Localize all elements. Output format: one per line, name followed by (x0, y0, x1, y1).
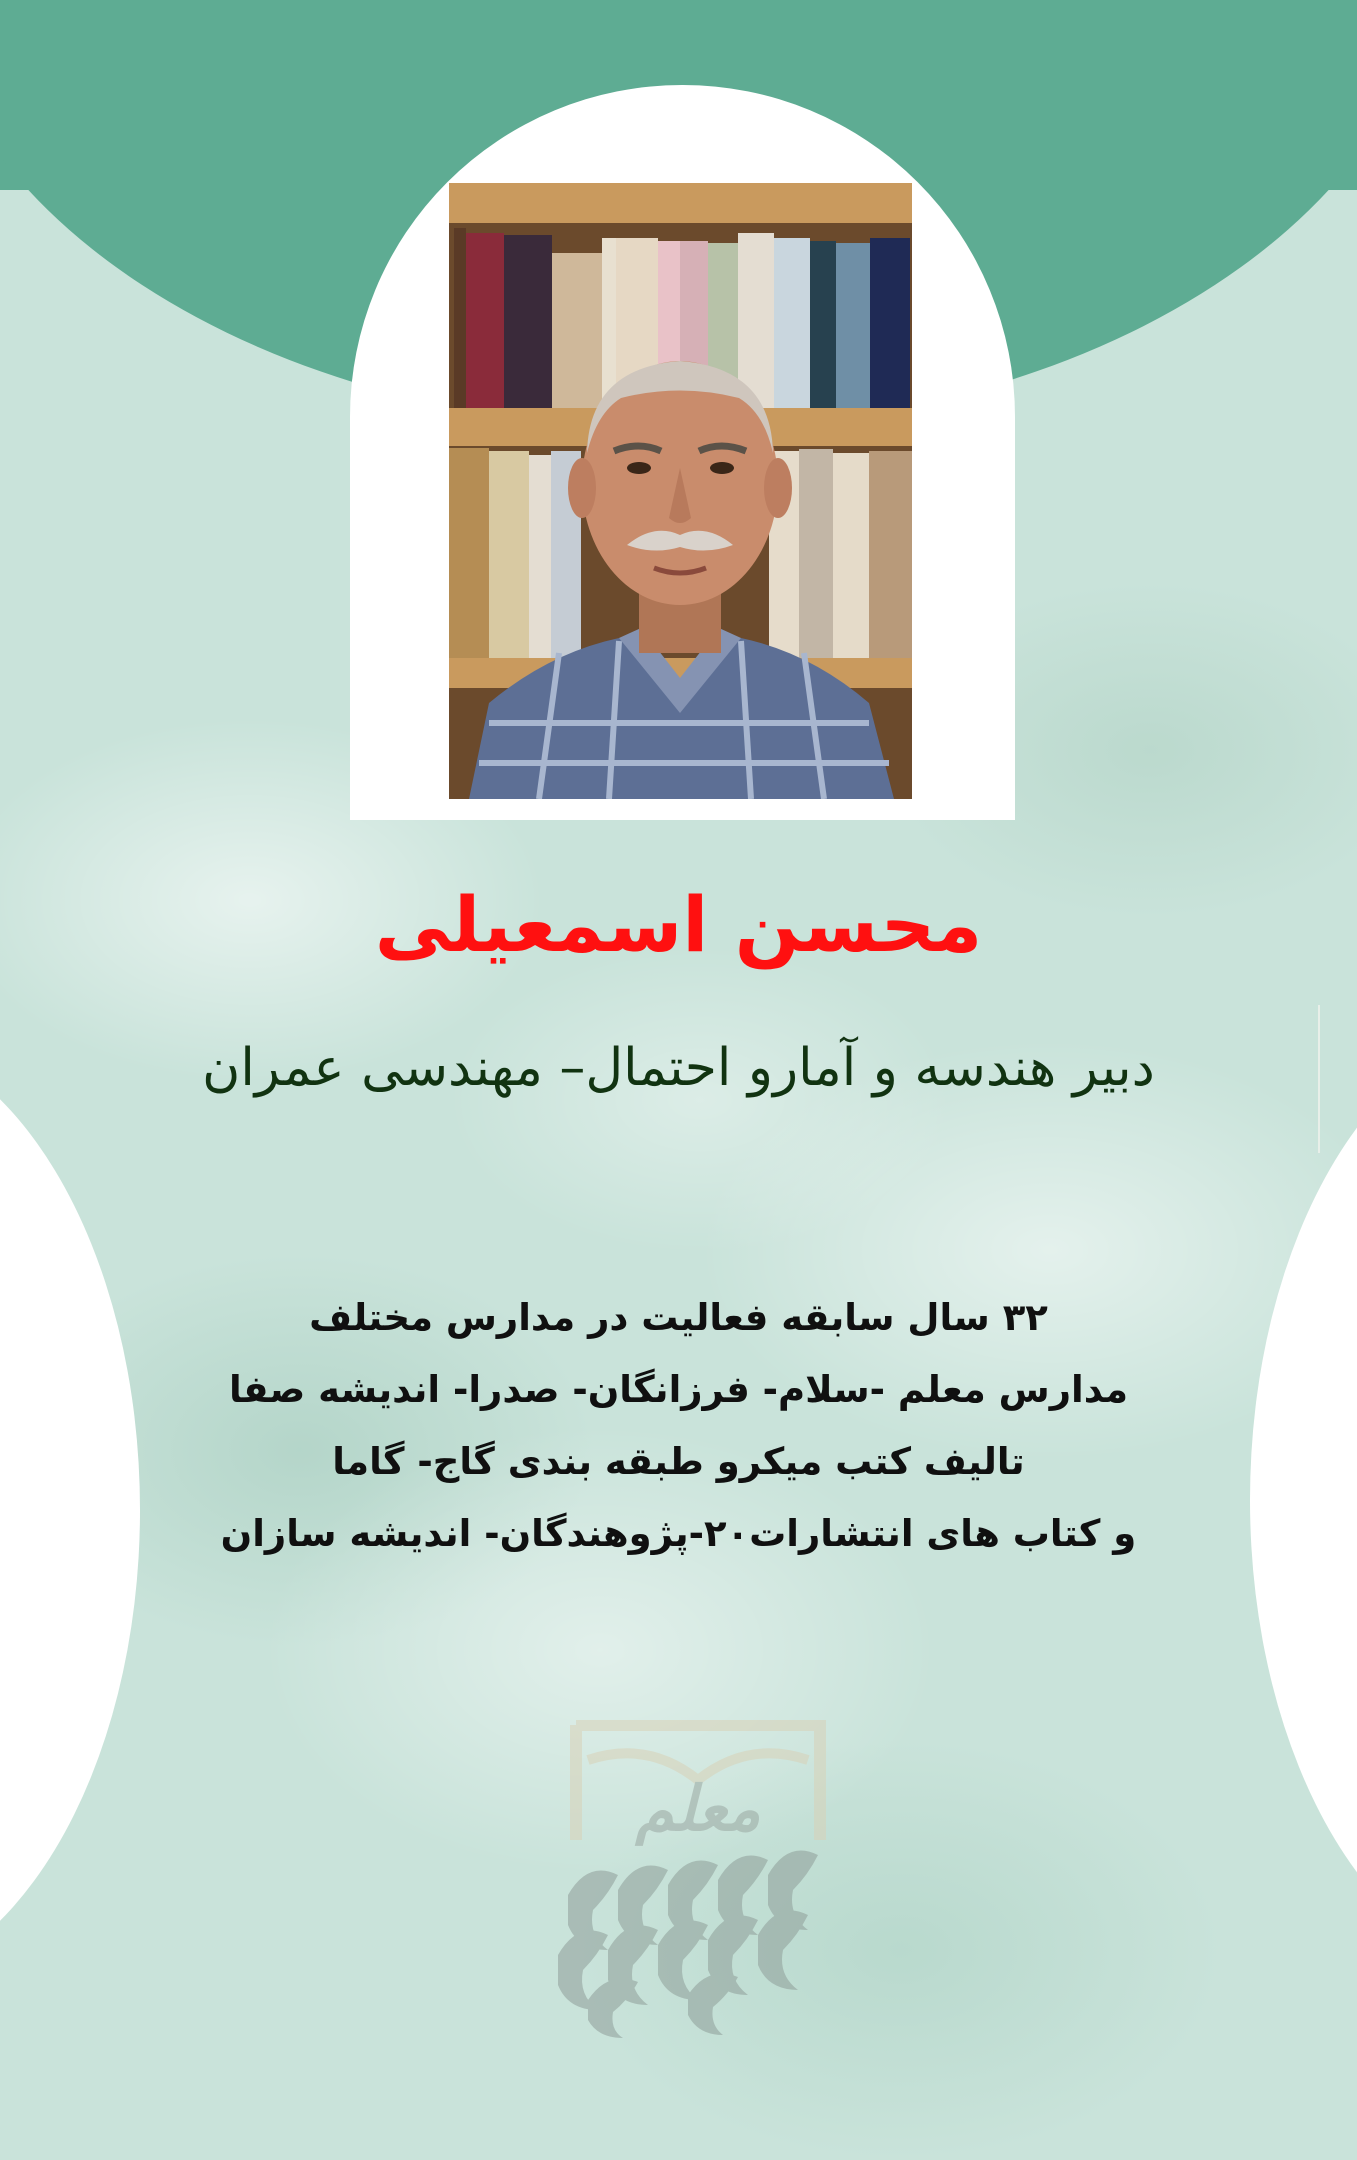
book-people-logo-icon (548, 1720, 838, 2040)
bio-line: تالیف کتب میکرو طبقه بندی گاج- گاما (332, 1440, 1025, 1483)
text-cursor-line (1318, 1005, 1320, 1153)
bio-line: مدارس معلم -سلام- فرزانگان- صدرا- اندیشه صفا (229, 1368, 1128, 1411)
person-name: محسن اسمعیلی (374, 880, 983, 969)
bio-line: ۳۲ سال سابقه فعالیت در مدارس مختلف (309, 1296, 1048, 1339)
profile-photo (449, 183, 912, 799)
svg-text:معلم: معلم (635, 1772, 761, 1845)
bio-line: و کتاب های انتشارات۲۰-پژوهندگان- اندیشه سازان (220, 1512, 1137, 1555)
bio-block (0, 1282, 1357, 1570)
person-role: دبیر هندسه و آمارو احتمال– مهندسی عمران (202, 1038, 1155, 1098)
